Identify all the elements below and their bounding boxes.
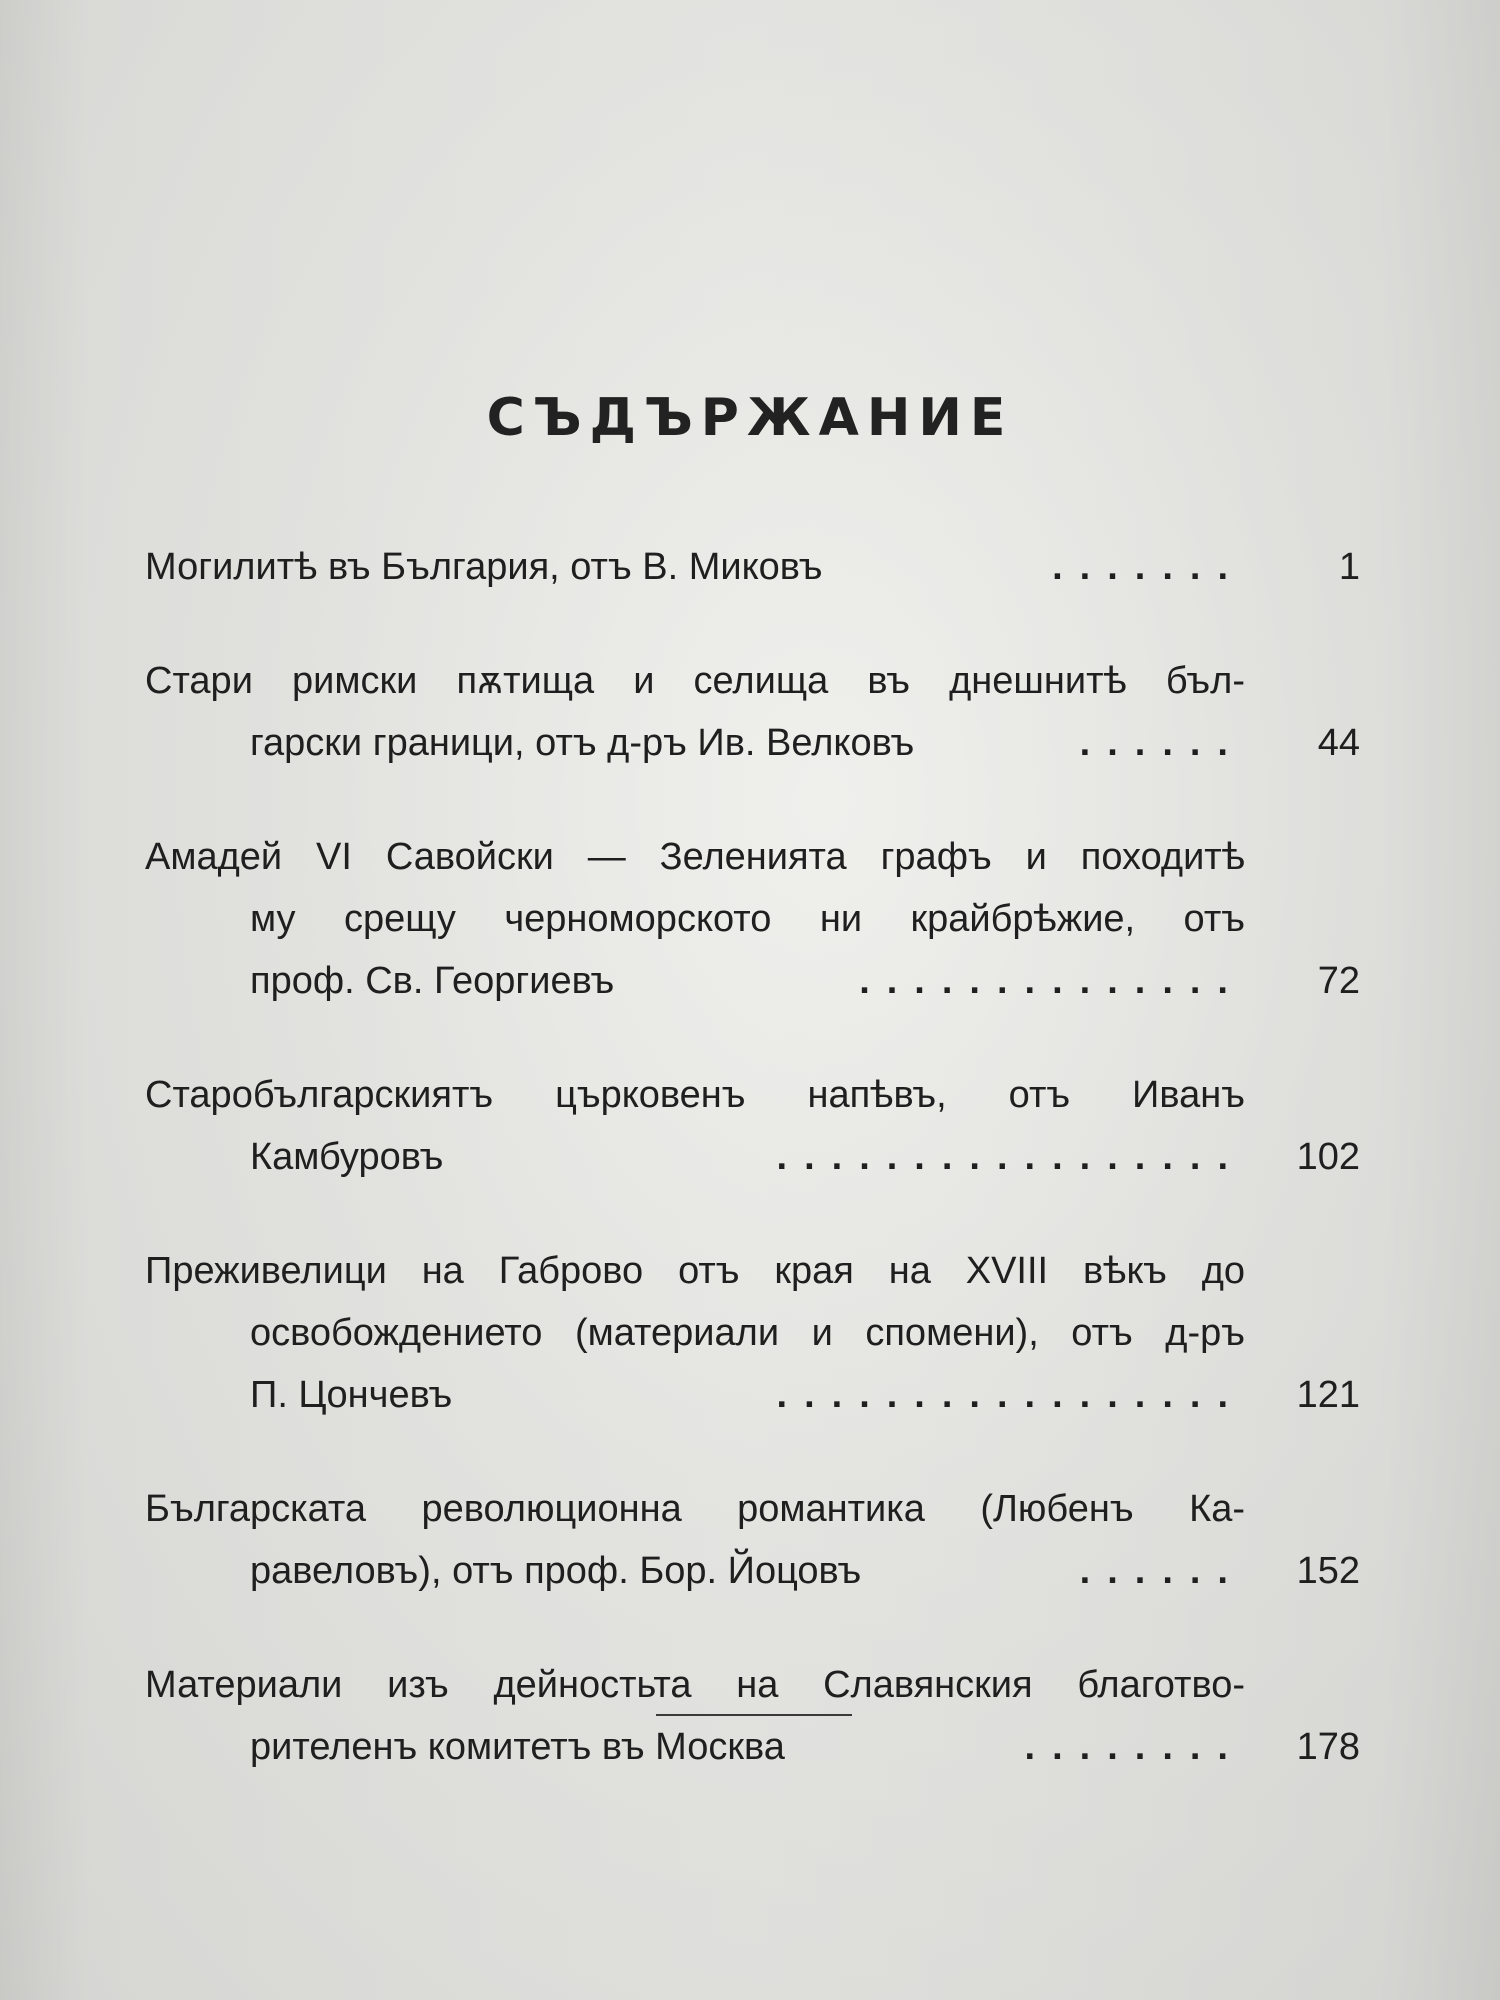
dot-leader: ......	[1079, 722, 1245, 764]
dot-leader: ......	[1079, 1550, 1245, 1592]
page-number: 121	[1296, 1374, 1360, 1416]
toc-entry-text: освобождението (материали и спомени), отъ д-ръ	[250, 1312, 1245, 1354]
page-number: 72	[1317, 960, 1360, 1002]
toc-entry-text: Преживелици на Габрово отъ края на XVIII вѣкъ до	[145, 1250, 1245, 1292]
toc-entry-text: Камбуровъ	[250, 1136, 444, 1178]
page-number: 102	[1296, 1136, 1360, 1178]
toc-entry-text: проф. Св. Георгиевъ	[250, 960, 615, 1002]
toc-entry	[145, 1654, 1360, 1778]
page-number: 152	[1296, 1550, 1360, 1592]
toc-entry-text: Българската революционна романтика (Любенъ Ка-	[145, 1488, 1245, 1530]
toc-entry-text: Амадей VI Савойски — Зеленията графъ и походитѣ	[145, 836, 1245, 878]
dot-leader: .......	[1052, 546, 1245, 588]
toc-entry	[145, 536, 1360, 598]
dot-leader: .................	[776, 1374, 1245, 1416]
toc-entry-text: Материали изъ дейностьта на Славянския благотво-	[145, 1664, 1245, 1706]
toc-entry-line	[250, 950, 1245, 1012]
toc-entry	[145, 826, 1360, 1012]
toc-entry	[145, 650, 1360, 774]
toc-entry-line	[250, 1364, 1245, 1426]
toc-entry-line	[145, 536, 1245, 598]
toc-entry-line	[250, 712, 1245, 774]
toc-entry-text: рителенъ комитетъ въ Москва	[250, 1726, 785, 1768]
toc-entry-text: му срещу черноморското ни крайбрѣжие, отъ	[250, 898, 1245, 940]
toc-entry	[145, 1064, 1360, 1188]
toc-entry-line	[145, 1240, 1245, 1302]
page-number: 44	[1317, 722, 1360, 764]
toc-entry-line	[145, 826, 1245, 888]
toc-entry-text: равеловъ), отъ проф. Бор. Йоцовъ	[250, 1550, 862, 1592]
toc-entry-text: П. Цончевъ	[250, 1374, 453, 1416]
page-number: 178	[1296, 1726, 1360, 1768]
page-number: 1	[1338, 546, 1360, 588]
toc-entry-text: гарски граници, отъ д-ръ Ив. Велковъ	[250, 722, 915, 764]
toc-entry-text: Могилитѣ въ България, отъ В. Миковъ	[145, 546, 823, 588]
toc-entry	[145, 1240, 1360, 1426]
toc-entry-line	[250, 1302, 1245, 1364]
toc-entry-text: Стари римски пѫтища и селища въ днешнитѣ бъл-	[145, 660, 1245, 702]
dot-leader: ..............	[859, 960, 1245, 1002]
section-divider	[656, 1714, 852, 1716]
toc-entry-line	[145, 1478, 1245, 1540]
dot-leader: ........	[1024, 1726, 1245, 1768]
page-title: СЪДЪРЖАНИЕ	[486, 388, 1014, 448]
toc-entry-line	[145, 650, 1245, 712]
toc-entry	[145, 1478, 1360, 1602]
toc-entry-line	[250, 1716, 1245, 1778]
toc-entry-line	[145, 1654, 1245, 1716]
toc-entry-line	[250, 888, 1245, 950]
toc-entry-text: Старобългарскиятъ църковенъ напѣвъ, отъ Иванъ	[145, 1074, 1245, 1116]
toc-entry-line	[250, 1126, 1245, 1188]
dot-leader: .................	[776, 1136, 1245, 1178]
table-of-contents	[145, 536, 1360, 1830]
toc-entry-line	[250, 1540, 1245, 1602]
toc-entry-line	[145, 1064, 1245, 1126]
